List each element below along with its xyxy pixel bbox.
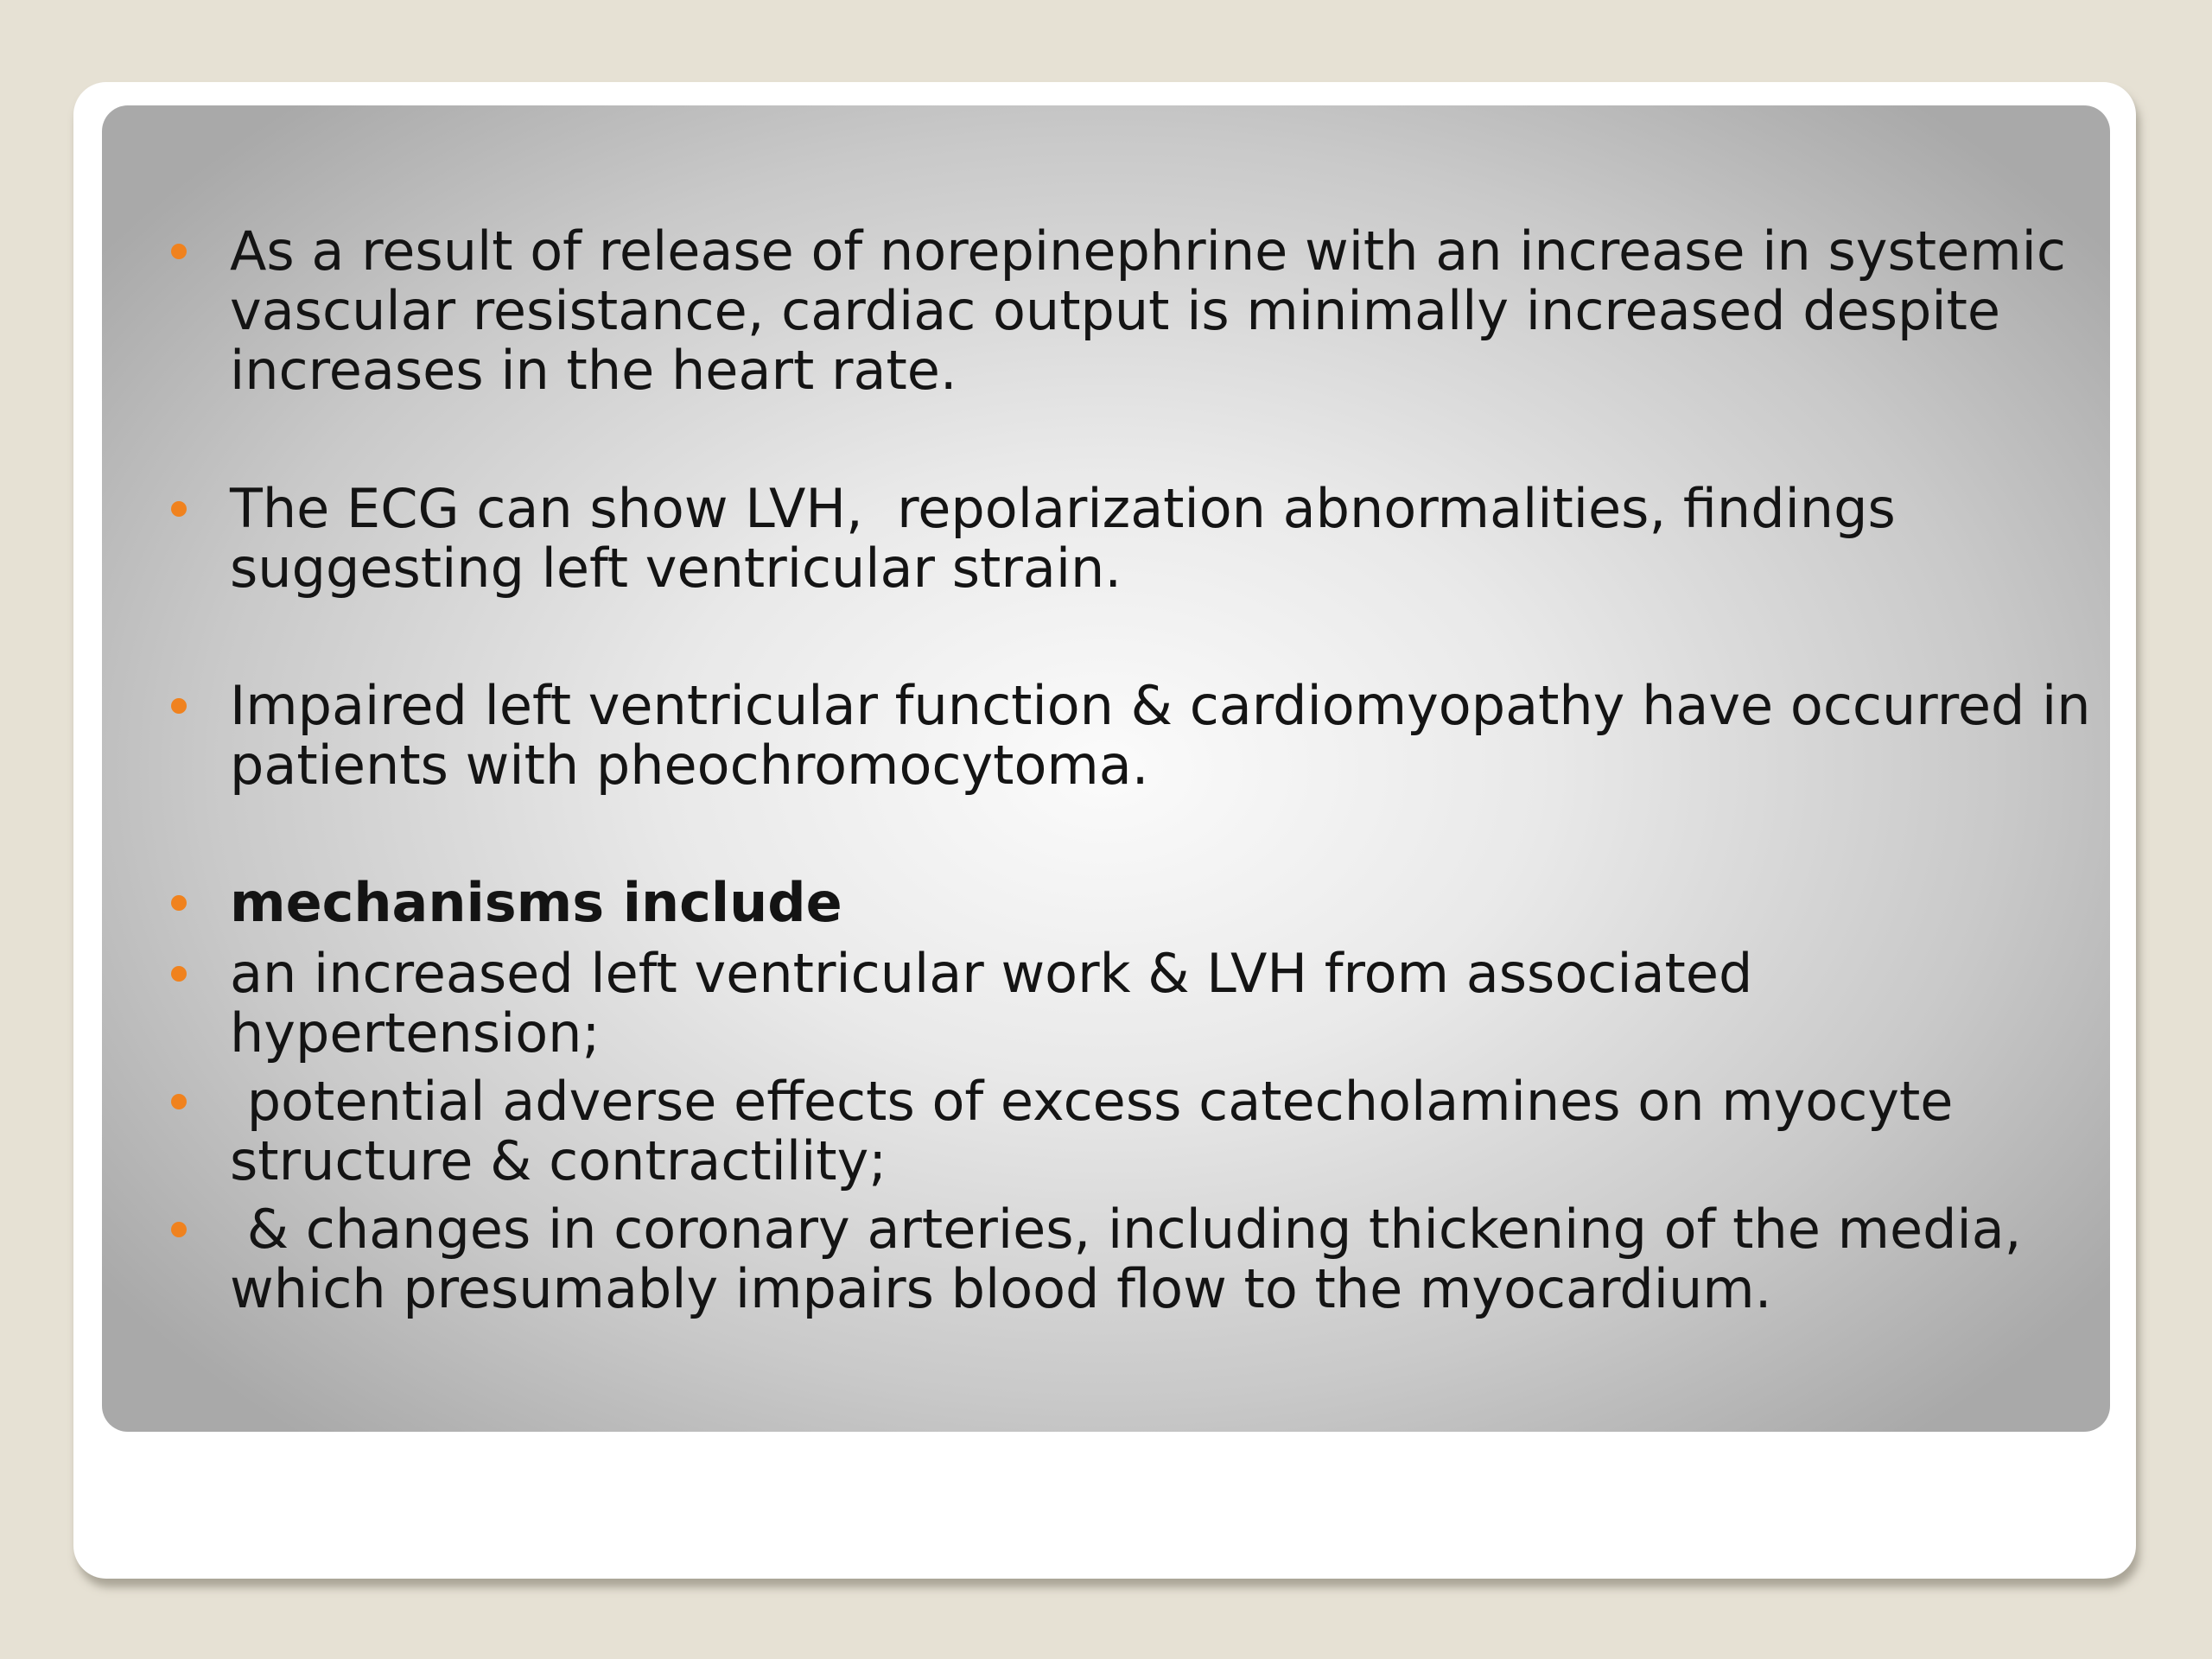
bullet-item-4 [230, 873, 2096, 932]
bullet-dot-icon [171, 1094, 187, 1109]
bullet-text-6: potential adverse effects of excess catecholamines on myocyte structure & contractility; [230, 1070, 1971, 1192]
bullet-dot-icon [171, 1222, 187, 1237]
bullet-text-4: mechanisms include [230, 871, 842, 934]
bullet-dot-icon [171, 244, 187, 259]
bullet-item-7 [230, 1199, 2096, 1319]
bullet-dot-icon [171, 966, 187, 982]
bullet-text-1: As a result of release of norepinephrine with an increase in systemic vascular resistance, cardiac output is minimally increased despite increases in the heart rate. [230, 219, 2083, 402]
bullet-item-3 [230, 674, 2108, 797]
bullet-list [102, 105, 2110, 1432]
bullet-text-2: The ECG can show LVH, repolarization abnormalities, findings suggesting left ventricular strain. [230, 477, 1913, 600]
bullet-dot-icon [171, 698, 187, 714]
bullet-item-1 [230, 221, 2096, 400]
bullet-dot-icon [171, 895, 187, 911]
slide-content-panel [102, 105, 2110, 1432]
bullet-item-2 [230, 479, 2096, 598]
bullet-item-5 [230, 944, 2096, 1063]
bullet-text-5: an increased left ventricular work & LVH from associated hypertension; [230, 942, 1770, 1065]
bullet-item-6 [230, 1071, 2096, 1191]
bullet-text-3: Impaired left ventricular function & cardiomyopathy have occurred in patients with pheochromocytoma. [230, 674, 2108, 797]
bullet-text-7: & changes in coronary arteries, including thickening of the media, which presumably impairs blood flow to the myocardium. [230, 1198, 2039, 1320]
bullet-dot-icon [171, 501, 187, 517]
